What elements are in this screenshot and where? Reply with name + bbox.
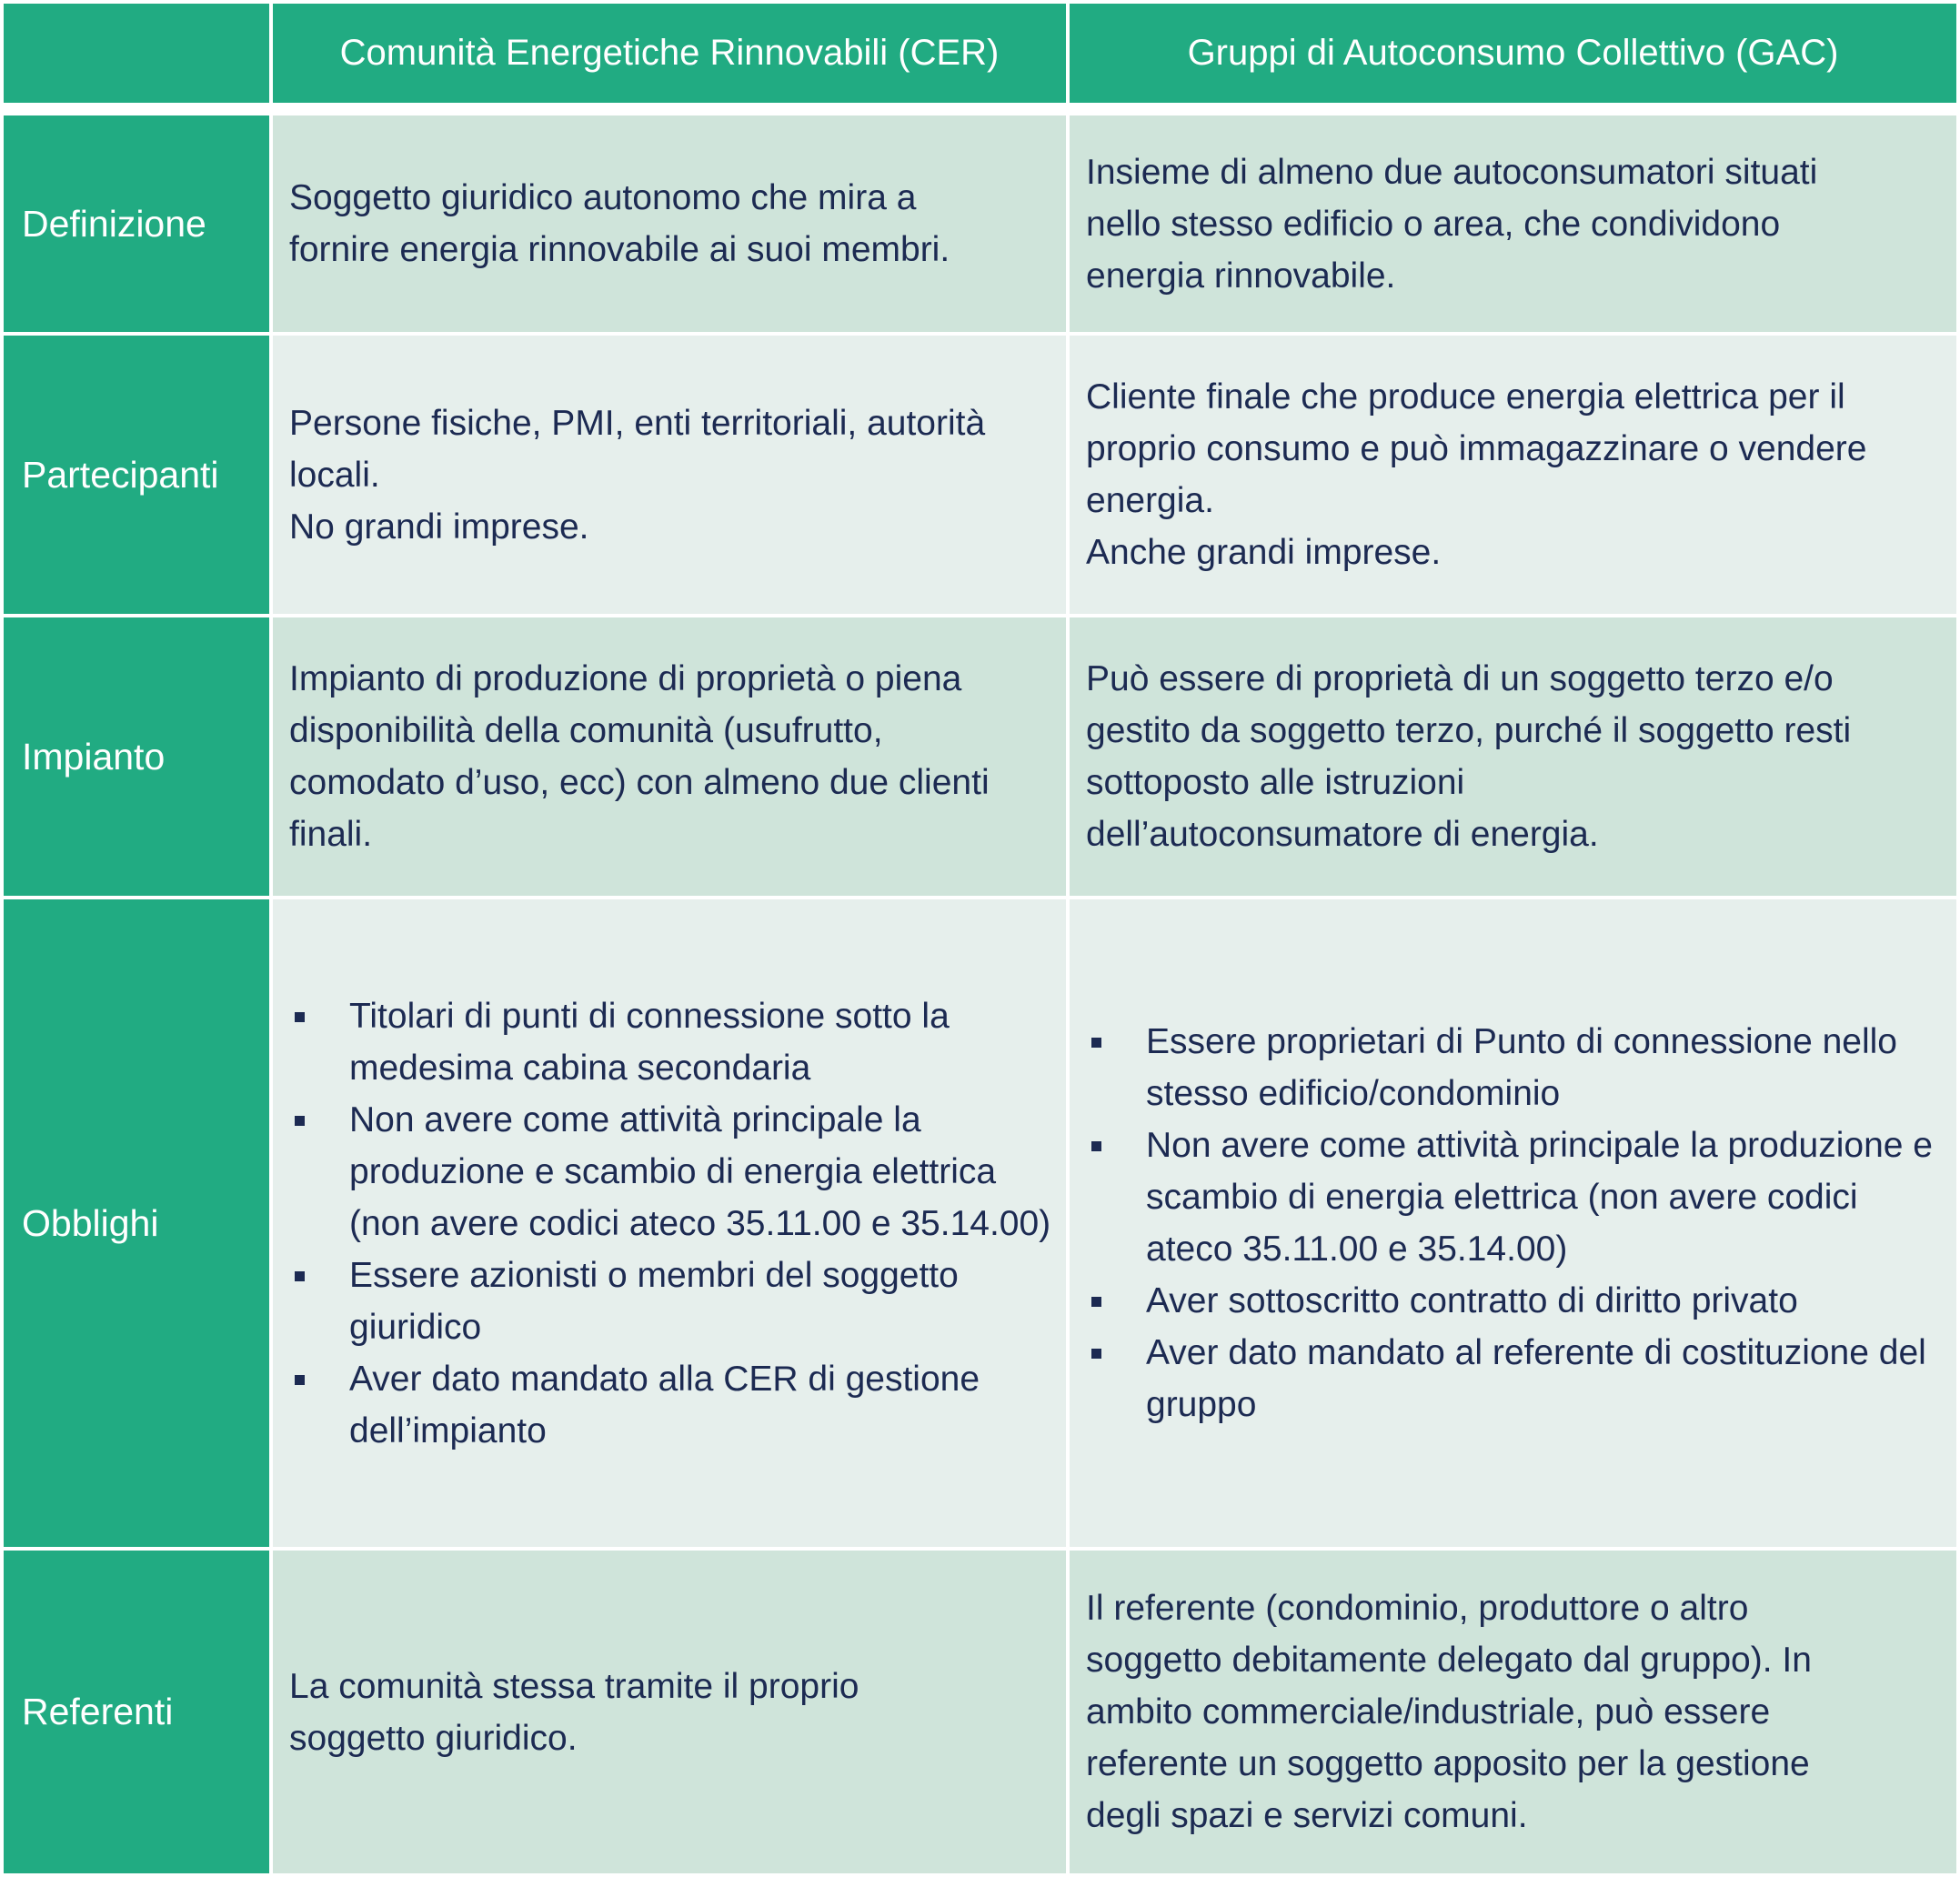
cer-impianto-cell	[273, 617, 1066, 896]
list-item: Non avere come attività principale la produzione e scambio di energia elettrica (non avere codici ateco 35.11.00 e 35.14.00)	[1086, 1119, 1942, 1275]
gac-partecipanti-text: Cliente finale che produce energia elettrica per il proprio consumo e può immagazzinare o vendere energia. Anche grandi imprese.	[1086, 377, 1867, 572]
gac-definizione-text: Insieme di almeno due autoconsumatori situati nello stesso edificio o area, che condividono energia rinnovabile.	[1086, 152, 1818, 296]
gac-impianto-cell	[1070, 617, 1956, 896]
row-label-impianto: Impianto	[4, 617, 269, 896]
gac-obblighi-list	[1086, 1016, 1942, 1430]
gac-partecipanti-cell	[1070, 336, 1956, 614]
cer-referenti-text: La comunità stessa tramite il proprio soggetto giuridico.	[289, 1666, 859, 1758]
cer-definizione-text: Soggetto giuridico autonomo che mira a fornire energia rinnovabile ai suoi membri.	[289, 178, 950, 269]
gac-referenti-cell	[1070, 1551, 1956, 1873]
list-item: Non avere come attività principale la produzione e scambio di energia elettrica (non avere codici ateco 35.11.00 e 35.14.00)	[289, 1094, 1051, 1250]
list-item: Essere proprietari di Punto di connessione nello stesso edificio/condominio	[1086, 1016, 1942, 1119]
gac-obblighi-cell	[1070, 899, 1956, 1547]
cer-obblighi-list	[289, 990, 1051, 1457]
header-gac: Gruppi di Autoconsumo Collettivo (GAC)	[1070, 4, 1956, 103]
list-item: Titolari di punti di connessione sotto la medesima cabina secondaria	[289, 990, 1051, 1094]
cer-definizione-cell	[273, 115, 1066, 332]
cer-obblighi-cell	[273, 899, 1066, 1547]
row-label-partecipanti: Partecipanti	[4, 336, 269, 614]
row-label-referenti: Referenti	[4, 1551, 269, 1873]
row-label-obblighi: Obblighi	[4, 899, 269, 1547]
header-cer: Comunità Energetiche Rinnovabili (CER)	[273, 4, 1066, 103]
list-item: Aver sottoscritto contratto di diritto privato	[1086, 1275, 1942, 1327]
gac-impianto-text: Può essere di proprietà di un soggetto terzo e/o gestito da soggetto terzo, purché il soggetto resti sottoposto alle istruzioni dell’autoconsumatore di energia.	[1086, 659, 1852, 854]
header-empty-cell	[4, 4, 269, 103]
gac-definizione-cell	[1070, 115, 1956, 332]
cer-partecipanti-cell	[273, 336, 1066, 614]
cer-impianto-text: Impianto di produzione di proprietà o piena disponibilità della comunità (usufrutto, comodato d’uso, ecc) con almeno due clienti finali.	[289, 659, 990, 854]
list-item: Essere azionisti o membri del soggetto giuridico	[289, 1250, 1051, 1353]
row-label-definizione: Definizione	[4, 115, 269, 332]
list-item: Aver dato mandato alla CER di gestione dell’impianto	[289, 1353, 1051, 1457]
gac-referenti-text: Il referente (condominio, produttore o altro soggetto debitamente delegato dal gruppo). In ambito commerciale/industriale, può essere referente un soggetto apposito per la gestione degli spazi e servizi comuni.	[1086, 1589, 1812, 1835]
cer-partecipanti-text: Persone fisiche, PMI, enti territoriali, autorità locali. No grandi imprese.	[289, 403, 986, 547]
cer-referenti-cell	[273, 1551, 1066, 1873]
list-item: Aver dato mandato al referente di costituzione del gruppo	[1086, 1327, 1942, 1430]
